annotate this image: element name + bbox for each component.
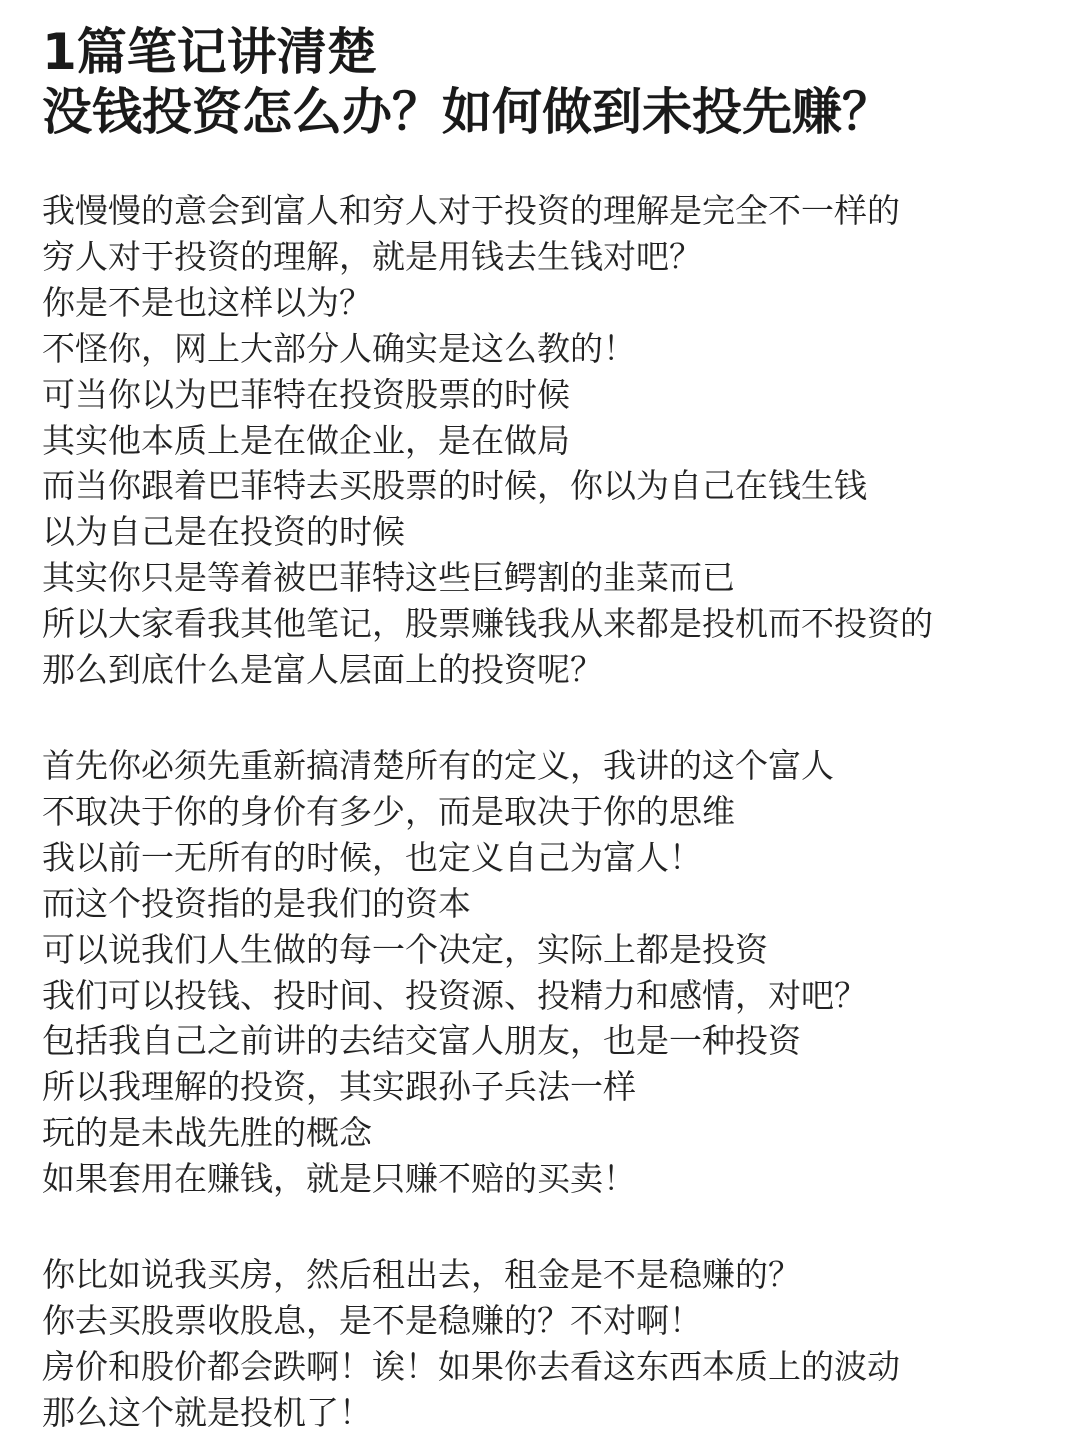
text-line: 房价和股价都会跌啊！诶！如果你去看这东西本质上的波动: [42, 1346, 900, 1386]
text-line: 你比如说我买房，然后租出去，租金是不是稳赚的？: [42, 1255, 801, 1295]
text-line: 其实他本质上是在做企业，是在做局: [42, 420, 570, 460]
text-line: 我以前一无所有的时候，也定义自己为富人！: [42, 837, 702, 877]
title-line-1: 1篇笔记讲清楚: [42, 23, 377, 81]
text-line: 那么这个就是投机了！: [42, 1392, 372, 1432]
text-line: 而这个投资指的是我们的资本: [42, 883, 471, 923]
text-line: 首先你必须先重新搞清楚所有的定义，我讲的这个富人: [42, 745, 834, 785]
text-line: 可以说我们人生做的每一个决定，实际上都是投资: [42, 929, 768, 969]
note-body: [42, 188, 1052, 1436]
text-line: 穷人对于投资的理解，就是用钱去生钱对吧？: [42, 236, 702, 276]
text-line: 可当你以为巴菲特在投资股票的时候: [42, 374, 570, 414]
paragraph-2: [42, 743, 1052, 1202]
text-line: 而当你跟着巴菲特去买股票的时候，你以为自己在钱生钱: [42, 466, 867, 506]
text-line: 你去买股票收股息，是不是稳赚的？不对啊！: [42, 1300, 702, 1340]
title-line-2: 没钱投资怎么办？如何做到未投先赚？: [42, 83, 892, 141]
text-line: 如果套用在赚钱，就是只赚不赔的买卖！: [42, 1159, 636, 1199]
note-page: [42, 0, 1052, 1439]
text-line: 我们可以投钱、投时间、投资源、投精力和感情，对吧？: [42, 975, 867, 1015]
text-line: 那么到底什么是富人层面上的投资呢？: [42, 650, 603, 690]
text-line: 不怪你，网上大部分人确实是这么教的！: [42, 328, 636, 368]
text-line: 以为自己是在投资的时候: [42, 512, 405, 552]
paragraph-3: [42, 1252, 1052, 1436]
text-line: 不取决于你的身价有多少，而是取决于你的思维: [42, 791, 735, 831]
note-title: [42, 0, 1052, 142]
text-line: 玩的是未战先胜的概念: [42, 1113, 372, 1153]
text-line: 所以大家看我其他笔记，股票赚钱我从来都是投机而不投资的: [42, 604, 933, 644]
paragraph-1: [42, 188, 1052, 693]
text-line: 包括我自己之前讲的去结交富人朋友，也是一种投资: [42, 1021, 801, 1061]
text-line: 你是不是也这样以为？: [42, 282, 372, 322]
text-line: 我慢慢的意会到富人和穷人对于投资的理解是完全不一样的: [42, 191, 900, 230]
text-line: 所以我理解的投资，其实跟孙子兵法一样: [42, 1067, 636, 1107]
text-line: 其实你只是等着被巴菲特这些巨鳄割的韭菜而已: [42, 558, 735, 598]
